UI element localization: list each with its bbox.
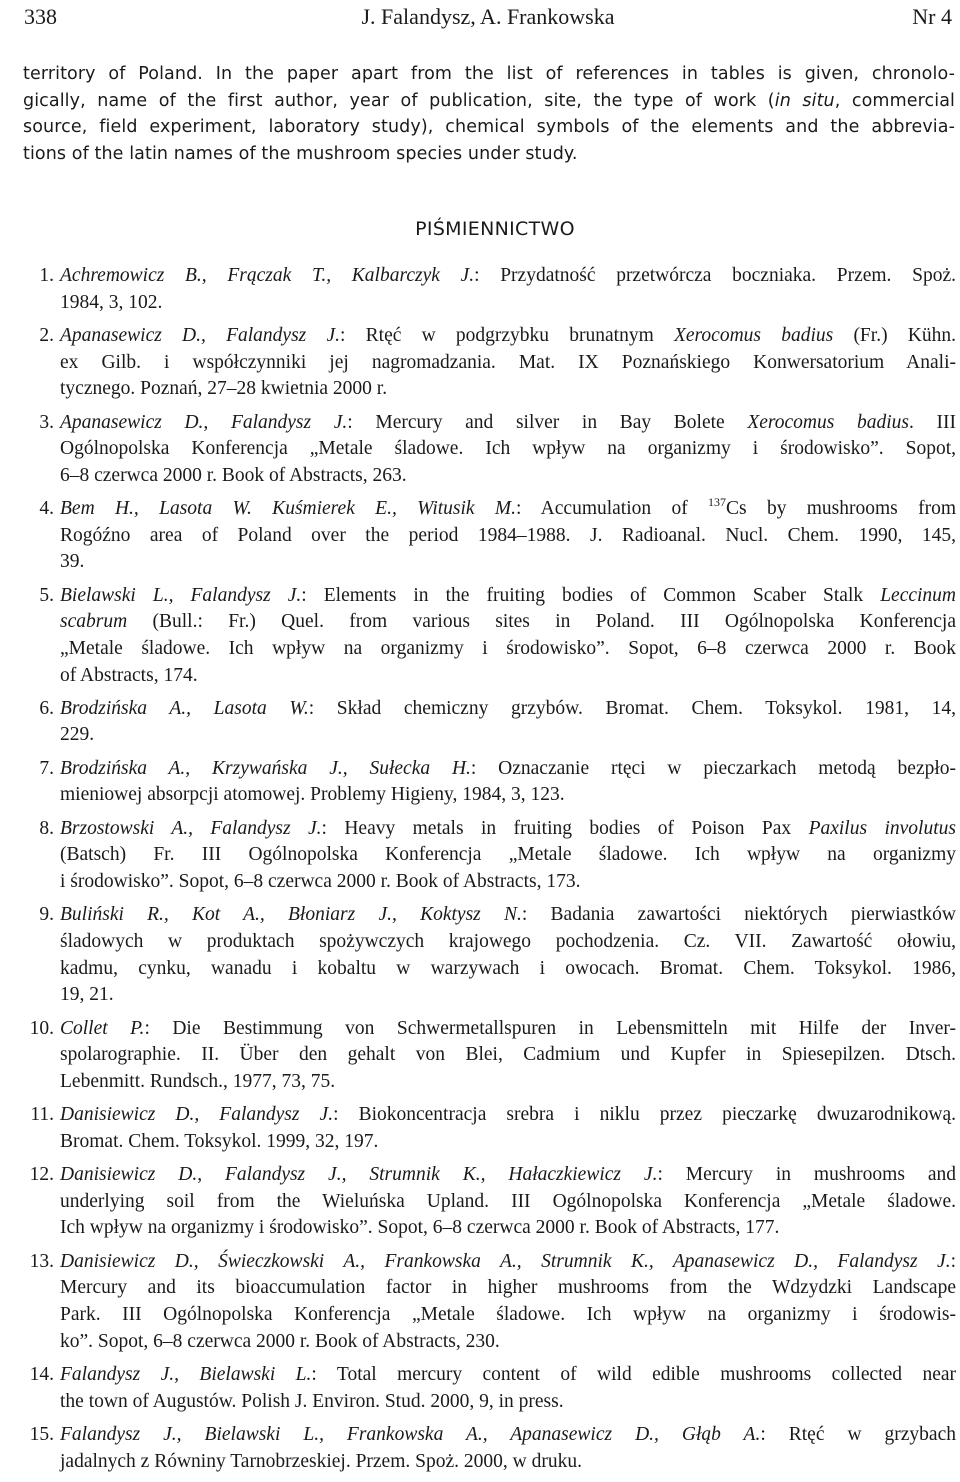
reference-authors: Collet P. [60,1017,145,1039]
reference-text: 19, 21. [60,984,114,1006]
reference-text: 39. [60,551,85,573]
reference-text: mieniowej absorpcji atomowej. Problemy Higieny, 1984, 3, 123. [60,784,565,806]
reference-number: 15. [29,1423,54,1445]
intro-paragraph [23,61,955,167]
reference-authors: Danisiewicz D., Świeczkowski A., Frankowska A., Strumnik K., Apanasewicz D., Falandysz J. [60,1250,951,1272]
intro-text: , commercial [834,90,955,111]
reference-item [20,1016,956,1096]
intro-line [23,88,955,115]
isotope-superscript: 137 [708,495,727,510]
reference-text: of Abstracts, 174. [60,664,198,686]
intro-line: tions of the latin names of the mushroom species under study. [23,143,578,164]
reference-item [20,263,956,316]
reference-text: spolarographie. II. Über den gehalt von Blei, Cadmium und Kupfer in Spiesepilzen. Dtsch. [60,1044,956,1066]
species-name: Xerocomus badius [673,324,834,346]
reference-text: „Metale śladowe. Ich wpływ na organizmy i środowisko”. Sopot, 6–8 czerwca 2000 r. Book [60,637,956,659]
reference-number: 3. [39,411,54,433]
reference-item [20,902,956,1008]
reference-authors: Brodzińska A., Krzywańska J., Sułecka H. [60,757,471,779]
species-name: Xerocomus badius [747,411,910,433]
intro-text: gically, name of the first author, year of publication, site, the type of work ( [23,90,775,111]
reference-text: Park. III Ogólnopolska Konferencja „Metale śladowe. Ich wpływ na organizmy i środowis- [60,1303,956,1325]
reference-number: 11. [30,1104,54,1126]
reference-item [20,323,956,403]
reference-text: : Mercury and silver in Bay Bolete [347,411,748,433]
reference-text: Cs by mushrooms from [726,498,956,520]
reference-text: : Oznaczanie rtęci w pieczarkach metodą bezpło- [470,757,957,779]
reference-authors: Falandysz J., Bielawski L. [60,1363,312,1385]
reference-item [20,816,956,896]
reference-text: 1984, 3, 102. [60,291,163,313]
reference-text: : Skład chemiczny grzybów. Bromat. Chem. Toksykol. 1981, 14, [308,697,957,719]
reference-authors: Brodzińska A., Lasota W. [60,697,309,719]
reference-text: Ogólnopolska Konferencja „Metale śladowe. Ich wpływ na organizmy i środowisko”. Sopot, [60,438,956,460]
reference-text: Ich wpływ na organizmy i środowisko”. Sopot, 6–8 czerwca 2000 r. Book of Abstracts, 177. [60,1217,780,1239]
species-name: scabrum [60,611,128,633]
reference-authors: Bem H., Lasota W. Kuśmierek E., Witusik M. [60,498,517,520]
running-header [24,2,952,32]
reference-authors: Apanasewicz D., Falandysz J. [60,324,341,346]
reference-number: 2. [39,324,54,346]
reference-text: ko”. Sopot, 6–8 czerwca 2000 r. Book of Abstracts, 230. [60,1330,500,1352]
reference-text: 6–8 czerwca 2000 r. Book of Abstracts, 263. [60,464,407,486]
reference-item [20,1249,956,1355]
reference-text: the town of Augustów. Polish J. Environ. Stud. 2000, 9, in press. [60,1390,564,1412]
reference-item [20,1102,956,1155]
reference-text: : Elements in the fruiting bodies of Common Scaber Stalk [301,584,881,606]
intro-italic: in situ [774,90,835,111]
reference-authors: Achremowicz B., Frączak T., Kalbarczyk J. [60,265,475,286]
reference-text: tycznego. Poznań, 27–28 kwietnia 2000 r. [60,378,388,400]
reference-text: : [950,1250,956,1272]
reference-number: 5. [39,584,54,606]
reference-text: (Batsch) Fr. III Ogólnopolska Konferencja „Metale śladowe. Ich wpływ na organizmy [60,844,956,866]
reference-text: Lebenmitt. Rundsch., 1977, 73, 75. [60,1070,336,1092]
reference-text: jadalnych z Równiny Tarnobrzeskiej. Przem. Spoż. 2000, w druku. [60,1450,582,1472]
reference-item [20,496,956,576]
reference-text: Mercury and its bioaccumulation factor in higher mushrooms from the Wdzydzki Landscape [60,1277,956,1299]
reference-text: 229. [60,724,95,746]
reference-text: kadmu, cynku, wanadu i kobaltu w warzywach i owocach. Bromat. Chem. Toksykol. 1986, [60,957,956,979]
reference-number: 12. [29,1164,54,1186]
reference-text: : Rtęć w podgrzybku brunatnym [340,324,674,346]
species-name: Paxilus involutus [808,817,956,839]
reference-item [20,410,956,490]
reference-authors: Bielawski L., Falandysz J. [60,584,302,606]
reference-number: 9. [39,904,54,926]
reference-item [20,756,956,809]
reference-number: 1. [39,265,54,286]
reference-text: (Fr.) Kühn. [833,324,956,346]
species-name: Leccinum [880,584,956,606]
reference-number: 10. [29,1017,54,1039]
reference-text: : Biokoncentracja srebra i niklu przez pieczarkę dwuzarodnikową. [333,1104,956,1126]
reference-text: : Die Bestimmung von Schwermetallspuren in Lebensmitteln mit Hilfe der Inver- [144,1017,956,1039]
reference-text: śladowych w produktach spożywczych krajowego pochodzenia. Cz. VII. Zawartość ołowiu, [60,931,956,953]
reference-item [20,1362,956,1415]
reference-item [20,1162,956,1242]
reference-text: ex Gilb. i współczynniki jej nagromadzania. Mat. IX Poznańskiego Konwersatorium Anali- [60,351,956,373]
reference-authors: Danisiewicz D., Falandysz J., Strumnik K., Hałaczkiewicz J. [60,1164,658,1186]
reference-number: 6. [39,697,54,719]
reference-authors: Apanasewicz D., Falandysz J. [60,411,348,433]
reference-text: . III [909,411,957,433]
issue-number: Nr 4 [912,4,952,29]
intro-line: source, field experiment, laboratory study), chemical symbols of the elements and the abbrevia- [23,117,955,137]
reference-text: Bromat. Chem. Toksykol. 1999, 32, 197. [60,1130,379,1152]
reference-number: 14. [29,1363,54,1385]
header-authors: J. Falandysz, A. Frankowska [361,4,615,29]
page-number: 338 [24,4,57,29]
section-title: PIŚMIENNICTWO [415,218,575,240]
reference-authors: Danisiewicz D., Falandysz J. [60,1104,334,1126]
reference-authors: Brzostowski A., Falandysz J. [60,817,322,839]
reference-text: : Przydatność przetwórcza boczniaka. Przem. Spoż. [474,265,956,286]
reference-number: 8. [39,817,54,839]
reference-number: 13. [29,1250,54,1272]
reference-list [20,263,956,1482]
reference-number: 4. [39,498,54,520]
reference-text: (Bull.: Fr.) Quel. from various sites in Poland. III Ogólnopolska Konferencja [127,611,956,633]
reference-text: : Total mercury content of wild edible mushrooms collected near [311,1363,956,1385]
reference-item [20,583,956,689]
reference-text: : Heavy metals in fruiting bodies of Poison Pax [321,817,809,839]
reference-text: underlying soil from the Wieluńska Upland. III Ogólnopolska Konferencja „Metale śladowe. [60,1190,956,1212]
reference-authors: Falandysz J., Bielawski L., Frankowska A., Apanasewicz D., Głąb A. [60,1423,761,1445]
intro-line: territory of Poland. In the paper apart from the list of references in tables is given, chronolo- [23,64,955,84]
reference-text: : Mercury in mushrooms and [657,1164,956,1186]
reference-text: i środowisko”. Sopot, 6–8 czerwca 2000 r. Book of Abstracts, 173. [60,871,581,893]
reference-number: 7. [39,757,54,779]
reference-text: : Rtęć w grzybach [760,1423,956,1445]
reference-text: : Accumulation of [516,498,709,520]
reference-text: : Badania zawartości niektórych pierwiastków [521,904,956,926]
reference-item [20,696,956,749]
reference-authors: Buliński R., Kot A., Błoniarz J., Koktysz N. [60,904,522,926]
reference-item [20,1422,956,1475]
reference-text: Rogóźno area of Poland over the period 1984–1988. J. Radioanal. Nucl. Chem. 1990, 145, [60,524,956,546]
